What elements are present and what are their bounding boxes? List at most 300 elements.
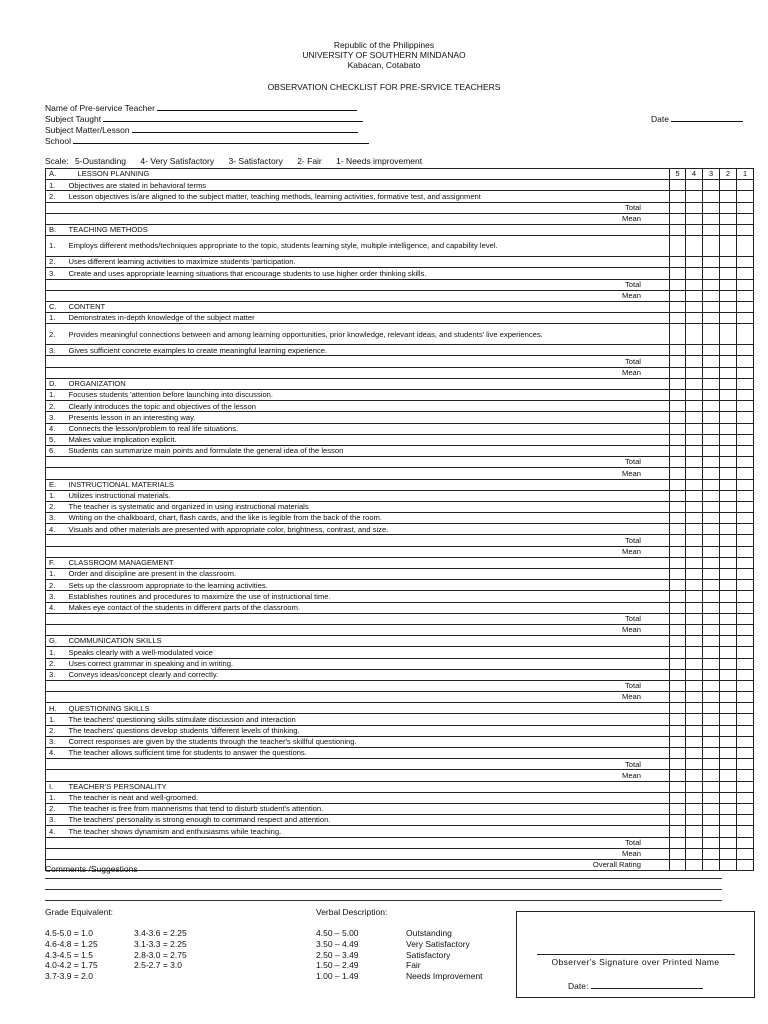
score-cell[interactable]: [703, 613, 720, 624]
score-cell[interactable]: [703, 770, 720, 781]
score-cell[interactable]: [686, 180, 703, 191]
score-cell[interactable]: [720, 557, 737, 568]
score-cell[interactable]: [703, 257, 720, 268]
score-cell[interactable]: [737, 781, 754, 792]
score-cell[interactable]: [686, 580, 703, 591]
score-cell[interactable]: [703, 445, 720, 456]
score-cell[interactable]: [670, 468, 686, 479]
score-cell[interactable]: [703, 602, 720, 613]
score-cell[interactable]: [703, 356, 720, 367]
score-cell[interactable]: [720, 792, 737, 803]
score-cell[interactable]: [703, 390, 720, 401]
score-cell[interactable]: [720, 658, 737, 669]
score-cell[interactable]: [670, 624, 686, 635]
score-cell[interactable]: [720, 301, 737, 312]
score-cell[interactable]: [686, 557, 703, 568]
score-cell[interactable]: [686, 301, 703, 312]
score-cell[interactable]: [670, 535, 686, 546]
score-cell[interactable]: [670, 236, 686, 257]
score-cell[interactable]: [720, 423, 737, 434]
score-cell[interactable]: [720, 591, 737, 602]
score-cell[interactable]: [703, 703, 720, 714]
score-cell[interactable]: [737, 535, 754, 546]
score-cell[interactable]: [670, 725, 686, 736]
score-cell[interactable]: [686, 535, 703, 546]
score-cell[interactable]: [720, 546, 737, 557]
comment-line[interactable]: [45, 878, 722, 879]
score-cell[interactable]: [670, 680, 686, 691]
score-cell[interactable]: [670, 703, 686, 714]
score-cell[interactable]: [720, 356, 737, 367]
score-cell[interactable]: [720, 457, 737, 468]
score-cell[interactable]: [737, 591, 754, 602]
score-cell[interactable]: [703, 680, 720, 691]
date-field[interactable]: [651, 113, 743, 124]
score-cell[interactable]: [720, 748, 737, 759]
score-cell[interactable]: [686, 390, 703, 401]
score-cell[interactable]: [670, 490, 686, 501]
score-cell[interactable]: [737, 859, 754, 870]
score-cell[interactable]: [720, 781, 737, 792]
score-cell[interactable]: [670, 434, 686, 445]
score-cell[interactable]: [670, 647, 686, 658]
score-cell[interactable]: [686, 257, 703, 268]
score-cell[interactable]: [670, 513, 686, 524]
score-cell[interactable]: [703, 401, 720, 412]
score-cell[interactable]: [720, 268, 737, 279]
score-cell[interactable]: [670, 524, 686, 535]
comment-line[interactable]: [45, 900, 722, 901]
score-cell[interactable]: [670, 848, 686, 859]
score-cell[interactable]: [720, 468, 737, 479]
score-cell[interactable]: [703, 569, 720, 580]
score-cell[interactable]: [703, 501, 720, 512]
score-cell[interactable]: [703, 557, 720, 568]
score-cell[interactable]: [670, 781, 686, 792]
score-cell[interactable]: [703, 803, 720, 814]
score-cell[interactable]: [686, 313, 703, 324]
score-cell[interactable]: [737, 191, 754, 202]
score-cell[interactable]: [686, 268, 703, 279]
score-cell[interactable]: [720, 602, 737, 613]
score-cell[interactable]: [670, 591, 686, 602]
score-cell[interactable]: [737, 624, 754, 635]
score-cell[interactable]: [686, 191, 703, 202]
score-cell[interactable]: [737, 423, 754, 434]
score-cell[interactable]: [670, 457, 686, 468]
score-cell[interactable]: [670, 224, 686, 235]
score-cell[interactable]: [720, 826, 737, 837]
score-cell[interactable]: [720, 401, 737, 412]
score-cell[interactable]: [720, 445, 737, 456]
score-cell[interactable]: [686, 569, 703, 580]
score-cell[interactable]: [720, 412, 737, 423]
score-cell[interactable]: [737, 669, 754, 680]
score-cell[interactable]: [670, 401, 686, 412]
score-cell[interactable]: [703, 624, 720, 635]
score-cell[interactable]: [720, 569, 737, 580]
score-cell[interactable]: [686, 624, 703, 635]
score-cell[interactable]: [670, 736, 686, 747]
score-cell[interactable]: [686, 736, 703, 747]
score-cell[interactable]: [670, 770, 686, 781]
score-cell[interactable]: [670, 826, 686, 837]
score-cell[interactable]: [703, 345, 720, 356]
score-cell[interactable]: [737, 501, 754, 512]
score-cell[interactable]: [670, 546, 686, 557]
score-cell[interactable]: [737, 759, 754, 770]
score-cell[interactable]: [703, 202, 720, 213]
score-cell[interactable]: [703, 279, 720, 290]
score-cell[interactable]: [703, 367, 720, 378]
score-cell[interactable]: [670, 390, 686, 401]
score-cell[interactable]: [686, 513, 703, 524]
score-cell[interactable]: [686, 445, 703, 456]
score-cell[interactable]: [737, 692, 754, 703]
score-cell[interactable]: [720, 345, 737, 356]
score-cell[interactable]: [670, 602, 686, 613]
score-cell[interactable]: [686, 224, 703, 235]
score-cell[interactable]: [703, 412, 720, 423]
score-cell[interactable]: [670, 180, 686, 191]
score-cell[interactable]: [686, 378, 703, 389]
score-cell[interactable]: [686, 848, 703, 859]
score-cell[interactable]: [720, 390, 737, 401]
score-cell[interactable]: [703, 792, 720, 803]
score-cell[interactable]: [737, 557, 754, 568]
score-cell[interactable]: [737, 792, 754, 803]
score-cell[interactable]: [686, 434, 703, 445]
score-cell[interactable]: [670, 803, 686, 814]
score-cell[interactable]: [737, 180, 754, 191]
score-cell[interactable]: [686, 479, 703, 490]
score-cell[interactable]: [703, 378, 720, 389]
score-cell[interactable]: [703, 180, 720, 191]
score-cell[interactable]: [703, 324, 720, 345]
score-cell[interactable]: [670, 479, 686, 490]
score-cell[interactable]: [737, 313, 754, 324]
score-cell[interactable]: [703, 658, 720, 669]
score-cell[interactable]: [686, 703, 703, 714]
score-cell[interactable]: [720, 848, 737, 859]
score-cell[interactable]: [720, 692, 737, 703]
score-cell[interactable]: [737, 569, 754, 580]
score-cell[interactable]: [737, 770, 754, 781]
score-cell[interactable]: [670, 501, 686, 512]
score-cell[interactable]: [686, 236, 703, 257]
score-cell[interactable]: [737, 202, 754, 213]
score-cell[interactable]: [737, 479, 754, 490]
score-cell[interactable]: [686, 602, 703, 613]
score-cell[interactable]: [720, 636, 737, 647]
score-cell[interactable]: [703, 580, 720, 591]
score-cell[interactable]: [737, 580, 754, 591]
score-cell[interactable]: [703, 859, 720, 870]
score-cell[interactable]: [703, 748, 720, 759]
score-cell[interactable]: [703, 236, 720, 257]
score-cell[interactable]: [737, 647, 754, 658]
score-cell[interactable]: [737, 826, 754, 837]
score-cell[interactable]: [720, 624, 737, 635]
score-cell[interactable]: [737, 490, 754, 501]
score-cell[interactable]: [686, 759, 703, 770]
score-cell[interactable]: [686, 468, 703, 479]
score-cell[interactable]: [737, 457, 754, 468]
score-cell[interactable]: [670, 324, 686, 345]
score-cell[interactable]: [737, 236, 754, 257]
score-cell[interactable]: [686, 680, 703, 691]
score-cell[interactable]: [737, 290, 754, 301]
score-cell[interactable]: [720, 703, 737, 714]
score-cell[interactable]: [703, 513, 720, 524]
score-cell[interactable]: [703, 535, 720, 546]
score-cell[interactable]: [686, 770, 703, 781]
score-cell[interactable]: [737, 213, 754, 224]
score-cell[interactable]: [737, 714, 754, 725]
score-cell[interactable]: [703, 434, 720, 445]
score-cell[interactable]: [720, 680, 737, 691]
score-cell[interactable]: [670, 367, 686, 378]
score-cell[interactable]: [703, 524, 720, 535]
score-cell[interactable]: [720, 803, 737, 814]
score-cell[interactable]: [703, 647, 720, 658]
score-cell[interactable]: [670, 692, 686, 703]
score-cell[interactable]: [686, 837, 703, 848]
score-cell[interactable]: [720, 202, 737, 213]
score-cell[interactable]: [720, 279, 737, 290]
score-cell[interactable]: [720, 815, 737, 826]
score-cell[interactable]: [720, 378, 737, 389]
score-cell[interactable]: [720, 367, 737, 378]
score-cell[interactable]: [737, 803, 754, 814]
score-cell[interactable]: [703, 313, 720, 324]
score-cell[interactable]: [720, 434, 737, 445]
score-cell[interactable]: [720, 324, 737, 345]
score-cell[interactable]: [737, 636, 754, 647]
score-cell[interactable]: [670, 445, 686, 456]
score-cell[interactable]: [703, 290, 720, 301]
score-cell[interactable]: [670, 257, 686, 268]
score-cell[interactable]: [670, 580, 686, 591]
score-cell[interactable]: [737, 658, 754, 669]
score-cell[interactable]: [737, 224, 754, 235]
score-cell[interactable]: [686, 781, 703, 792]
score-cell[interactable]: [737, 680, 754, 691]
score-cell[interactable]: [737, 378, 754, 389]
score-cell[interactable]: [703, 636, 720, 647]
score-cell[interactable]: [670, 658, 686, 669]
score-cell[interactable]: [686, 202, 703, 213]
score-cell[interactable]: [686, 636, 703, 647]
score-cell[interactable]: [720, 257, 737, 268]
score-cell[interactable]: [670, 301, 686, 312]
score-cell[interactable]: [686, 725, 703, 736]
score-cell[interactable]: [686, 803, 703, 814]
score-cell[interactable]: [670, 313, 686, 324]
score-cell[interactable]: [686, 279, 703, 290]
score-cell[interactable]: [670, 290, 686, 301]
score-cell[interactable]: [703, 837, 720, 848]
score-cell[interactable]: [720, 859, 737, 870]
score-cell[interactable]: [720, 224, 737, 235]
comment-line[interactable]: [45, 889, 722, 890]
score-cell[interactable]: [737, 848, 754, 859]
score-cell[interactable]: [670, 279, 686, 290]
score-cell[interactable]: [703, 826, 720, 837]
score-cell[interactable]: [720, 759, 737, 770]
score-cell[interactable]: [670, 569, 686, 580]
score-cell[interactable]: [670, 378, 686, 389]
score-cell[interactable]: [670, 356, 686, 367]
score-cell[interactable]: [686, 669, 703, 680]
score-cell[interactable]: [720, 613, 737, 624]
score-cell[interactable]: [737, 546, 754, 557]
score-cell[interactable]: [703, 759, 720, 770]
score-cell[interactable]: [737, 748, 754, 759]
score-cell[interactable]: [703, 468, 720, 479]
score-cell[interactable]: [686, 815, 703, 826]
score-cell[interactable]: [737, 815, 754, 826]
score-cell[interactable]: [737, 401, 754, 412]
score-cell[interactable]: [686, 356, 703, 367]
score-cell[interactable]: [703, 490, 720, 501]
score-cell[interactable]: [737, 468, 754, 479]
score-cell[interactable]: [670, 792, 686, 803]
score-cell[interactable]: [720, 213, 737, 224]
score-cell[interactable]: [703, 714, 720, 725]
score-cell[interactable]: [737, 445, 754, 456]
score-cell[interactable]: [720, 313, 737, 324]
score-cell[interactable]: [737, 837, 754, 848]
score-cell[interactable]: [737, 412, 754, 423]
score-cell[interactable]: [720, 714, 737, 725]
score-cell[interactable]: [686, 859, 703, 870]
score-cell[interactable]: [737, 324, 754, 345]
score-cell[interactable]: [686, 501, 703, 512]
score-cell[interactable]: [686, 423, 703, 434]
score-cell[interactable]: [720, 524, 737, 535]
score-cell[interactable]: [703, 301, 720, 312]
score-cell[interactable]: [720, 669, 737, 680]
score-cell[interactable]: [686, 792, 703, 803]
school-field[interactable]: [45, 135, 369, 147]
score-cell[interactable]: [720, 837, 737, 848]
score-cell[interactable]: [686, 367, 703, 378]
score-cell[interactable]: [703, 224, 720, 235]
score-cell[interactable]: [686, 591, 703, 602]
score-cell[interactable]: [737, 613, 754, 624]
score-cell[interactable]: [686, 490, 703, 501]
score-cell[interactable]: [670, 423, 686, 434]
score-cell[interactable]: [737, 279, 754, 290]
score-cell[interactable]: [737, 356, 754, 367]
score-cell[interactable]: [686, 826, 703, 837]
score-cell[interactable]: [737, 736, 754, 747]
score-cell[interactable]: [686, 324, 703, 345]
score-cell[interactable]: [703, 546, 720, 557]
score-cell[interactable]: [670, 636, 686, 647]
score-cell[interactable]: [670, 557, 686, 568]
score-cell[interactable]: [686, 546, 703, 557]
score-cell[interactable]: [737, 703, 754, 714]
score-cell[interactable]: [737, 301, 754, 312]
score-cell[interactable]: [737, 602, 754, 613]
score-cell[interactable]: [670, 412, 686, 423]
score-cell[interactable]: [686, 647, 703, 658]
score-cell[interactable]: [670, 759, 686, 770]
score-cell[interactable]: [670, 202, 686, 213]
score-cell[interactable]: [686, 290, 703, 301]
score-cell[interactable]: [670, 613, 686, 624]
score-cell[interactable]: [720, 290, 737, 301]
score-cell[interactable]: [720, 647, 737, 658]
score-cell[interactable]: [703, 669, 720, 680]
score-cell[interactable]: [670, 345, 686, 356]
score-cell[interactable]: [703, 692, 720, 703]
score-cell[interactable]: [737, 345, 754, 356]
signature-line[interactable]: [537, 954, 735, 955]
score-cell[interactable]: [720, 535, 737, 546]
score-cell[interactable]: [686, 692, 703, 703]
score-cell[interactable]: [686, 401, 703, 412]
score-cell[interactable]: [670, 213, 686, 224]
score-cell[interactable]: [720, 191, 737, 202]
score-cell[interactable]: [686, 748, 703, 759]
score-cell[interactable]: [737, 257, 754, 268]
score-cell[interactable]: [703, 736, 720, 747]
score-cell[interactable]: [686, 345, 703, 356]
score-cell[interactable]: [703, 725, 720, 736]
score-cell[interactable]: [720, 180, 737, 191]
score-cell[interactable]: [686, 457, 703, 468]
score-cell[interactable]: [686, 658, 703, 669]
score-cell[interactable]: [703, 591, 720, 602]
score-cell[interactable]: [737, 513, 754, 524]
score-cell[interactable]: [703, 479, 720, 490]
score-cell[interactable]: [737, 367, 754, 378]
score-cell[interactable]: [737, 524, 754, 535]
score-cell[interactable]: [720, 236, 737, 257]
score-cell[interactable]: [703, 848, 720, 859]
score-cell[interactable]: [670, 669, 686, 680]
score-cell[interactable]: [670, 859, 686, 870]
score-cell[interactable]: [686, 613, 703, 624]
score-cell[interactable]: [686, 524, 703, 535]
score-cell[interactable]: [720, 736, 737, 747]
score-cell[interactable]: [703, 268, 720, 279]
score-cell[interactable]: [720, 490, 737, 501]
score-cell[interactable]: [703, 457, 720, 468]
score-cell[interactable]: [720, 725, 737, 736]
score-cell[interactable]: [686, 714, 703, 725]
score-cell[interactable]: [737, 725, 754, 736]
score-cell[interactable]: [703, 191, 720, 202]
signature-date-field[interactable]: [568, 980, 703, 991]
score-cell[interactable]: [670, 748, 686, 759]
score-cell[interactable]: [703, 781, 720, 792]
score-cell[interactable]: [686, 412, 703, 423]
score-cell[interactable]: [720, 580, 737, 591]
score-cell[interactable]: [686, 213, 703, 224]
score-cell[interactable]: [703, 213, 720, 224]
score-cell[interactable]: [720, 770, 737, 781]
score-cell[interactable]: [720, 501, 737, 512]
score-cell[interactable]: [737, 390, 754, 401]
score-cell[interactable]: [737, 434, 754, 445]
score-cell[interactable]: [670, 837, 686, 848]
score-cell[interactable]: [737, 268, 754, 279]
score-cell[interactable]: [703, 423, 720, 434]
